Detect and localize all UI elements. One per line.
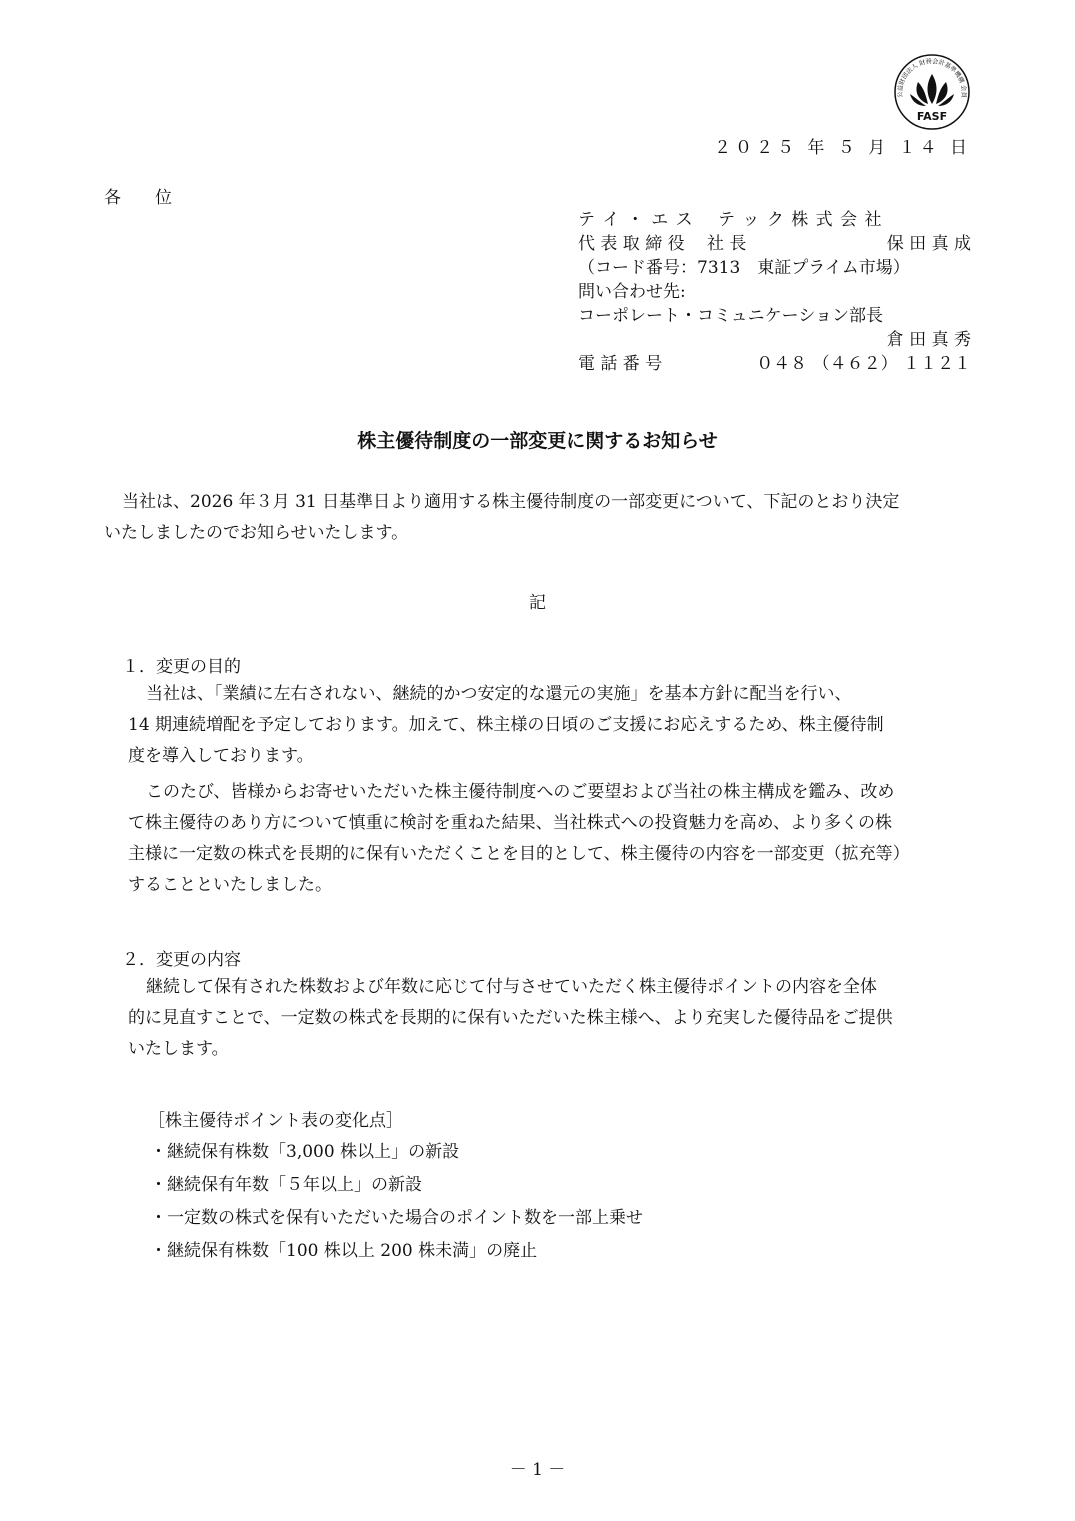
paragraph-line: 14 期連続増配を予定しております。加えて、株主様の日頃のご支援にお応えするため、株主優待制 [128,715,884,735]
phone-number: ０４８ （４６２） １１２１ [756,354,971,374]
ki-heading: 記 [529,593,546,613]
document-title: 株主優待制度の一部変更に関するお知らせ [357,430,718,452]
changes-list-title: ［株主優待ポイント表の変化点］ [148,1111,403,1131]
paragraph-line: 度を導入しております。 [128,746,314,766]
phone-label: 電 話 番 号 [578,354,663,374]
contact-name: 倉 田 真 秀 [886,330,971,350]
paragraph-line: いたします。 [128,1039,229,1059]
representative-title: 代 表 取 締 役 社 長 [578,234,747,254]
paragraph-line: 的に見直すことで、一定数の株式を長期的に保有いただいた株主様へ、より充実した優待品をご提供 [128,1008,893,1028]
section1-paragraph1 [128,679,884,772]
page-number: － 1 － [509,1460,566,1480]
intro-line: 当社は、2026 年３月 31 日基準日より適用する株主優待制度の一部変更について、下記のとおり決定 [122,492,900,512]
representative-line [578,232,971,256]
section1-heading: １．変更の目的 [122,657,241,677]
list-item: ・継続保有株数「100 株以上 200 株未満」の廃止 [150,1241,538,1261]
stock-code: （コード番号：7313 東証プライム市場） [578,258,910,278]
logo-text: FASF [916,110,948,123]
paragraph-line: このたび、皆様からお寄せいただいた株主優待制度へのご要望および当社の株主構成を鑑み、改め [146,782,895,802]
company-name: テ イ ・ エ ス テ ッ ク 株 式 会 社 [578,210,883,230]
document-date: ２０２５ 年 ５ 月 １４ 日 [713,138,971,158]
contact-department: コーポレート・コミュニケーション部長 [578,306,883,326]
section1-paragraph2 [128,777,910,901]
section2-heading: ２．変更の内容 [122,950,241,970]
paragraph-line: 主様に一定数の株式を長期的に保有いただくことを目的として、株主優待の内容を一部変更（拡充等） [128,844,910,864]
paragraph-line: て株主優待のあり方について慎重に検討を重ねた結果、当社株式への投資魅力を高め、より多くの株 [128,813,892,833]
section2-paragraph1 [128,972,893,1065]
logo-arc-text: 公益財団法人 財務会計基準機構 会員 [896,58,968,99]
list-item: ・継続保有年数「５年以上」の新設 [150,1175,422,1195]
paragraph-line: することといたしました。 [128,875,332,895]
list-item: ・継続保有株数「3,000 株以上」の新設 [150,1142,460,1162]
representative-name: 保 田 真 成 [886,234,971,254]
intro-paragraph [104,487,899,549]
fasf-logo-icon [894,54,970,130]
list-item: ・一定数の株式を保有いただいた場合のポイント数を一部上乗せ [150,1208,643,1228]
contact-label: 問い合わせ先: [578,282,686,302]
phone-line [578,352,971,376]
recipient: 各 位 [104,188,172,208]
changes-list [150,1136,643,1268]
intro-line: いたしましたのでお知らせいたします。 [104,523,409,543]
sender-block [578,208,971,376]
paragraph-line: 当社は、「業績に左右されない、継続的かつ安定的な還元の実施」を基本方針に配当を行い、 [146,684,852,704]
paragraph-line: 継続して保有された株数および年数に応じて付与させていただく株主優待ポイントの内容を全体 [146,977,877,997]
